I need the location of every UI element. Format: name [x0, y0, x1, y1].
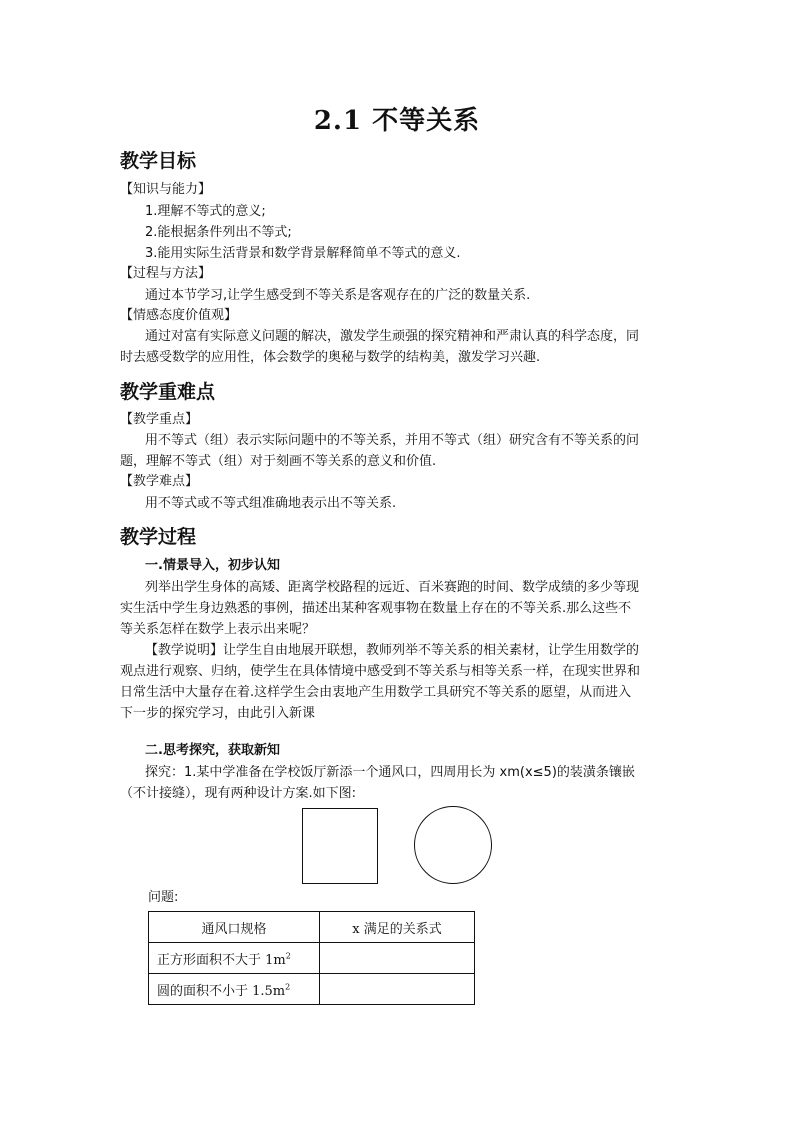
vent-spec-table — [148, 911, 475, 1005]
part1-line: 等关系怎样在数学上表示出来呢？ — [120, 622, 316, 637]
part1-line: 实生活中学生身边熟悉的事例，描述出某种客观事物在数量上存在的不等关系.那么这些不 — [120, 601, 632, 616]
table-header-cell: x 满足的关系式 — [320, 912, 475, 943]
process-method-text: 通过本节学习,让学生感受到不等关系是客观存在的广泛的数量关系. — [145, 288, 531, 303]
note-line: 日常生活中大量存在着.这样学生会由衷地产生用数学工具研究不等关系的愿望，从而进入 — [120, 685, 632, 700]
key-points-heading: 教学重难点 — [120, 381, 216, 403]
circle-vent-figure — [414, 806, 492, 884]
focus-line: 题，理解不等式（组）对于刻画不等关系的意义和价值. — [120, 454, 437, 469]
attitude-label: 【情感态度价值观】 — [120, 308, 238, 323]
knowledge-item: 3.能用实际生活背景和数学背景解释简单不等式的意义. — [145, 246, 461, 261]
knowledge-label: 【知识与能力】 — [120, 182, 212, 197]
table-row — [149, 974, 475, 1005]
difficulty-label: 【教学难点】 — [120, 474, 199, 489]
focus-line: 用不等式（组）表示实际问题中的不等关系，并用不等式（组）研究含有不等关系的问 — [145, 433, 640, 448]
note-line: 【教学说明】让学生自由地展开联想，教师列举不等关系的相关素材，让学生用数学的 — [145, 643, 640, 658]
table-cell-spec — [149, 974, 320, 1005]
difficulty-text: 用不等式或不等式组准确地表示出不等关系. — [145, 496, 397, 511]
question-label: 问题: — [148, 890, 179, 905]
note-line: 观点进行观察、归纳，使学生在具体情境中感受到不等关系与相等关系一样，在现实世界和 — [120, 664, 641, 679]
part1-line: 列举出学生身体的高矮、距离学校路程的远近、百米赛跑的时间、数学成绩的多少等现 — [145, 580, 640, 595]
objectives-heading: 教学目标 — [120, 150, 197, 172]
table-cell-relation[interactable] — [320, 974, 475, 1005]
part2-line: （不计接缝），现有两种设计方案.如下图: — [120, 786, 357, 801]
process-heading: 教学过程 — [120, 526, 197, 548]
spec-text: 圆的面积不小于 1.5m — [157, 983, 286, 999]
table-row — [149, 943, 475, 974]
process-method-label: 【过程与方法】 — [120, 266, 212, 281]
table-header-row — [149, 912, 475, 943]
table-cell-relation[interactable] — [320, 943, 475, 974]
part2-line: 探究：1.某中学准备在学校饭厅新添一个通风口，四周用长为 xm(x≤5)的装潢条镶嵌 — [145, 765, 635, 780]
note-line: 下一步的探究学习，由此引入新课 — [120, 706, 316, 721]
table-cell-spec — [149, 943, 320, 974]
spec-sup: 2 — [285, 951, 291, 961]
spec-sup: 2 — [285, 982, 291, 992]
spec-text: 正方形面积不大于 1m — [157, 952, 286, 968]
attitude-line: 时去感受数学的应用性，体会数学的奥秘与数学的结构美，激发学习兴趣. — [120, 350, 541, 365]
part2-title: 二.思考探究，获取新知 — [145, 743, 280, 758]
knowledge-item: 1.理解不等式的意义; — [145, 204, 266, 219]
page-title: 2.1 不等关系 — [313, 106, 481, 136]
part1-title: 一.情景导入，初步认知 — [145, 558, 280, 573]
attitude-line: 通过对富有实际意义问题的解决，激发学生顽强的探究精神和严肃认真的科学态度，同 — [145, 329, 640, 344]
knowledge-item: 2.能根据条件列出不等式; — [145, 225, 292, 240]
focus-label: 【教学重点】 — [120, 412, 199, 427]
table-header-cell: 通风口规格 — [149, 912, 320, 943]
square-vent-figure — [302, 808, 378, 884]
